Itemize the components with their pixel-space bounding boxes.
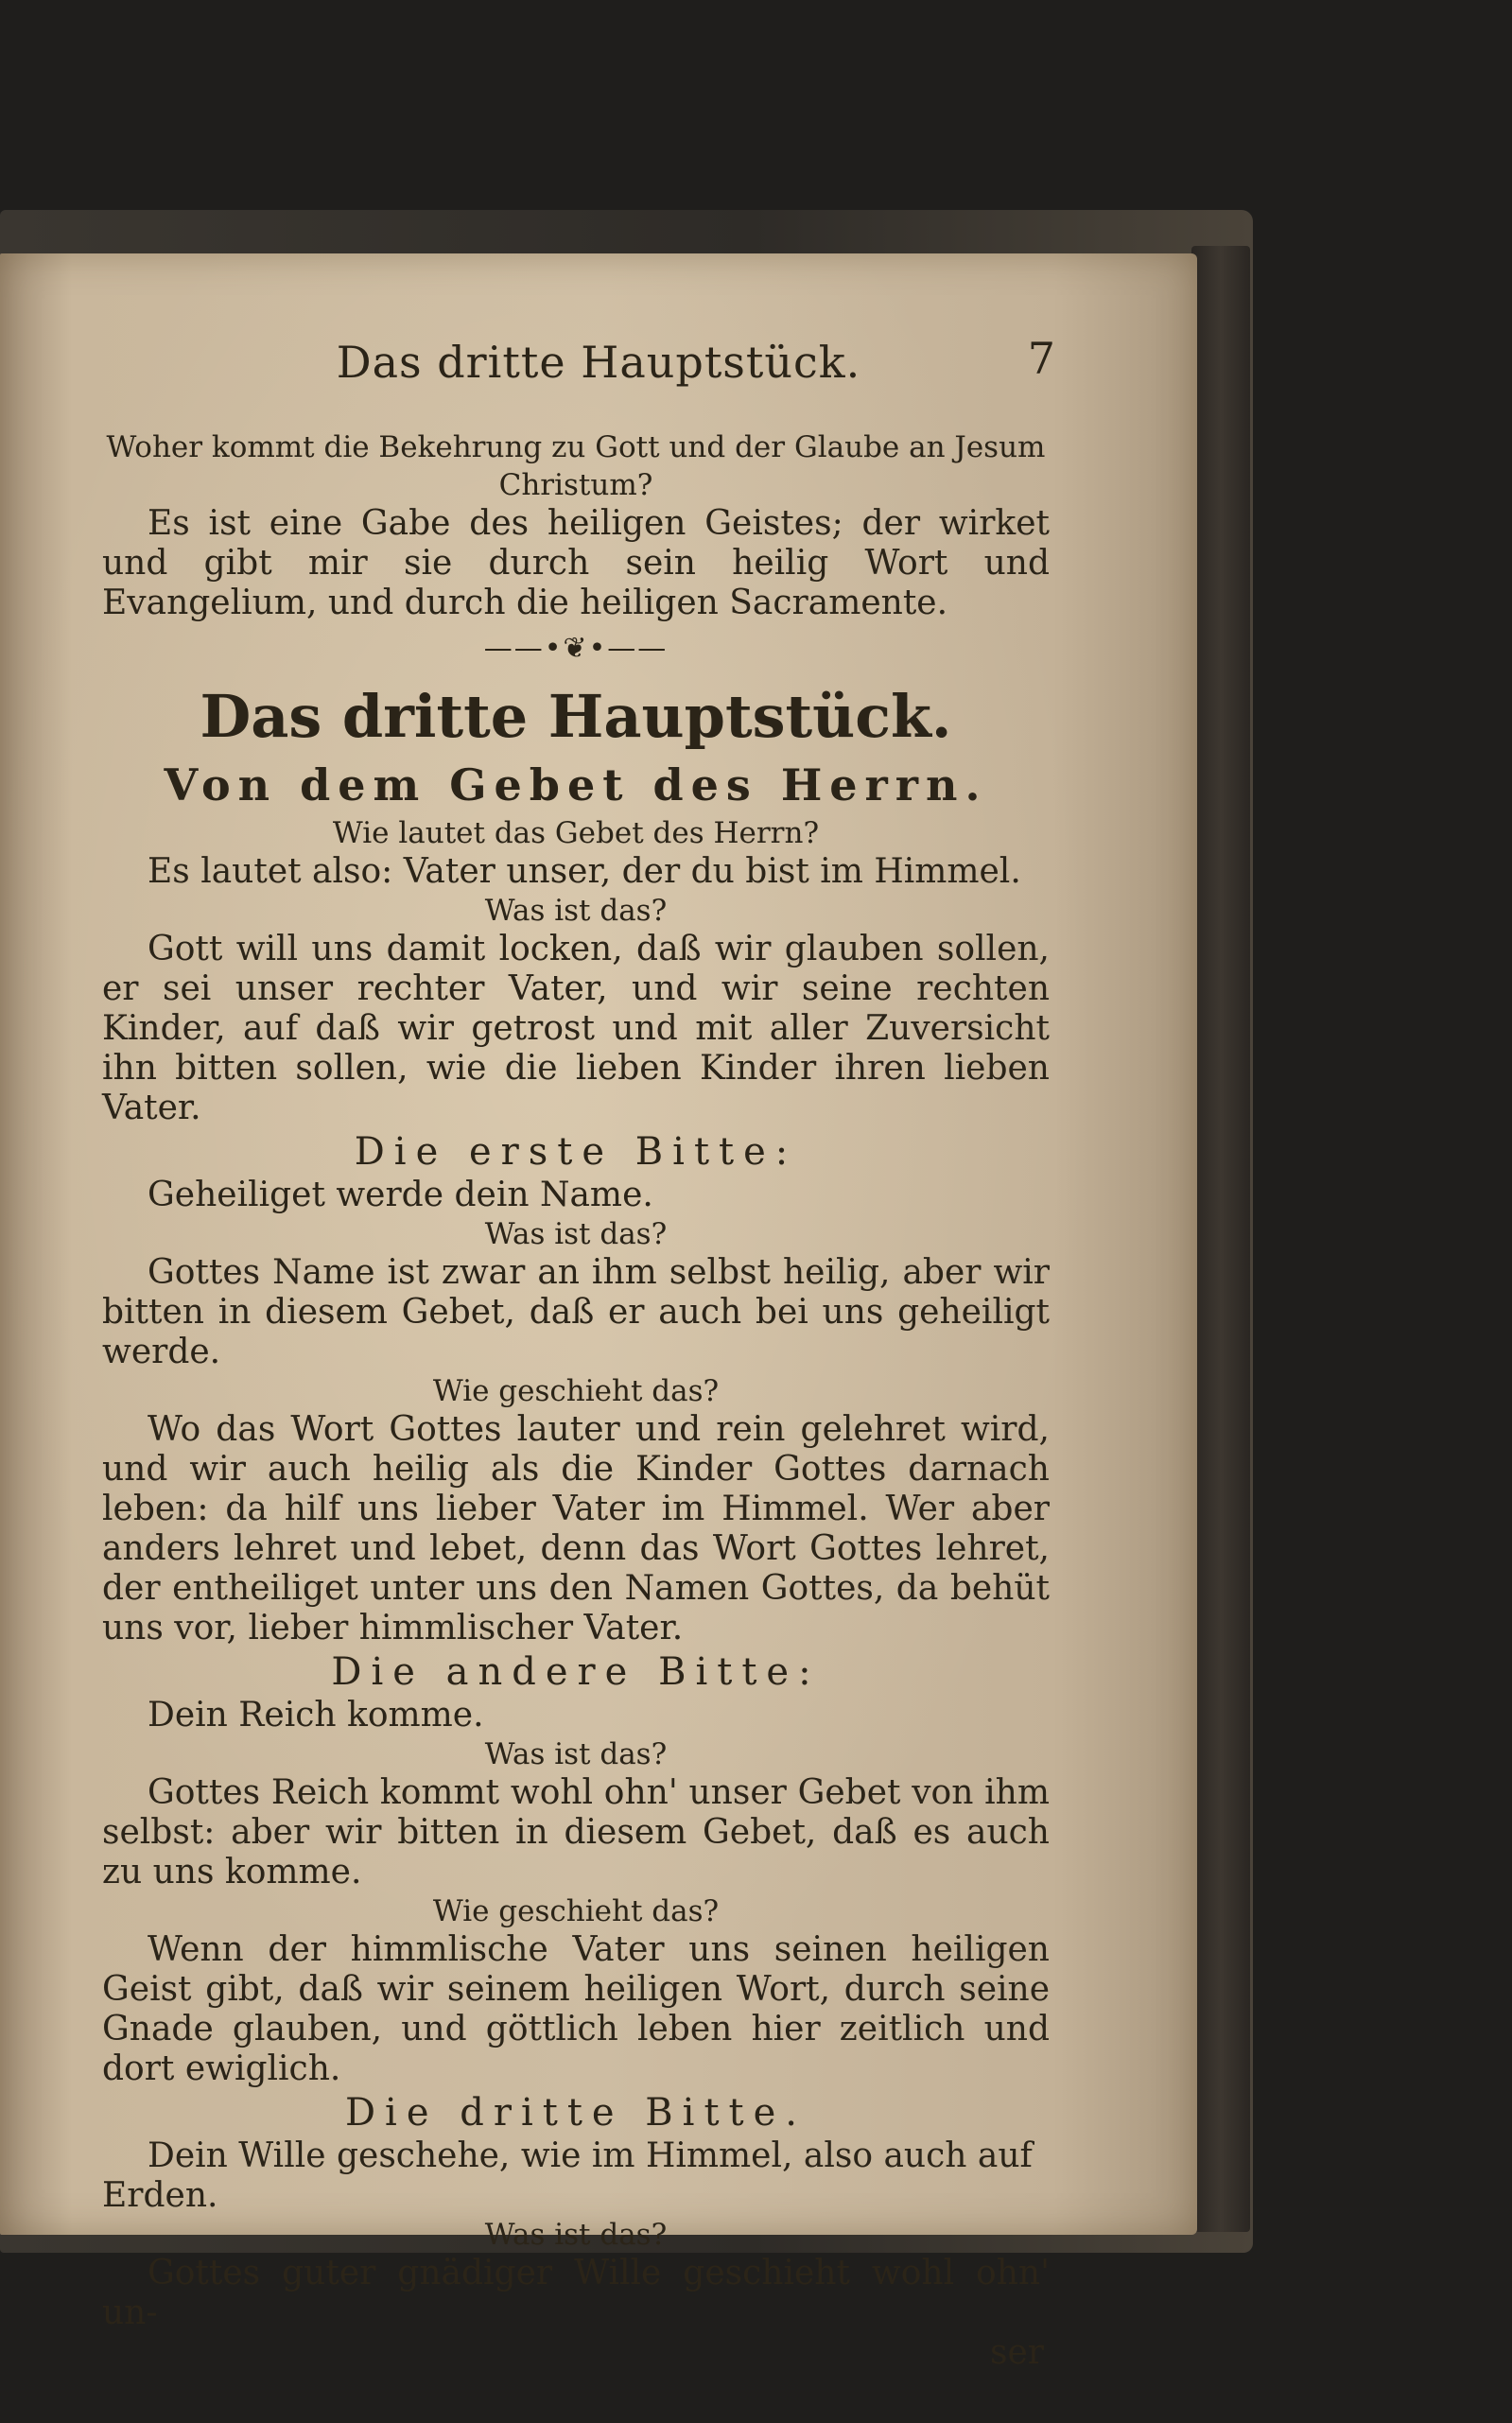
answer: Es lautet also: Vater unser, der du bist im Himmel. [148, 852, 1021, 891]
running-head: Das dritte Hauptstück. [336, 337, 861, 388]
question: Was ist das? [484, 1217, 668, 1251]
catchword: ser [990, 2333, 1044, 2372]
petition-text: Geheiliget werde dein Name. [148, 1176, 653, 1214]
answer: Es ist eine Gabe des heiligen Geistes; der wirket und gibt mir sie durch sein heilig Wort und Evangelium, und durch die heiligen Sacramente. [102, 504, 1050, 622]
answer: Gott will uns damit locken, daß wir glauben sollen, er sei unser rechter Vater, und wir seine rechten Kinder, auf daß wir getrost und mit aller Zuversicht ihn bitten sollen, wie die lieben Kinder ihren lieben Vater. [102, 930, 1050, 1127]
petition-heading: Die erste Bitte: [354, 1130, 798, 1174]
petition-text: Dein Reich komme. [148, 1696, 484, 1734]
book-page [0, 253, 1197, 2372]
book-spine [1191, 246, 1250, 2232]
question: Wie geschieht das? [432, 1894, 720, 1928]
question: Wie lautet das Gebet des Herrn? [332, 816, 820, 850]
petition-text: Dein Wille geschehe, wie im Himmel, also auch auf Erden. [102, 2136, 1033, 2215]
question: Wie geschieht das? [432, 1374, 720, 1408]
question: Was ist das? [484, 2218, 668, 2252]
answer: Wenn der himmlische Vater uns seinen heiligen Geist gibt, daß wir seinem heiligen Wort, durch seine Gnade glauben, und göttlich leben hier zeitlich und dort ewiglich. [102, 1930, 1050, 2088]
question: Was ist das? [484, 894, 668, 928]
page-number: 7 [1027, 333, 1055, 384]
answer: Gottes Name ist zwar an ihm selbst heilig, aber wir bitten in diesem Gebet, daß er auch bei uns geheiligt werde. [102, 1253, 1050, 1371]
chapter-title: Das dritte Hauptstück. [200, 682, 952, 751]
page-text [102, 428, 1050, 2373]
ornament-divider: ——•❦•—— [483, 632, 669, 665]
petition-heading: Die andere Bitte: [331, 1650, 821, 1694]
question: Woher kommt die Bekehrung zu Gott und der Glaube an Jesum Christum? [106, 430, 1046, 502]
question: Was ist das? [484, 1737, 668, 1771]
answer: Gottes Reich kommt wohl ohn' unser Gebet von ihm selbst: aber wir bitten in diesem Gebet, daß es auch zu uns komme. [102, 1773, 1050, 1891]
answer: Wo das Wort Gottes lauter und rein gelehret wird, und wir auch heilig als die Kinder Gottes darnach leben: da hilf uns lieber Vater im Himmel. Wer aber anders lehret und lebet, denn das Wort Gottes lehret, der entheiliget unter uns den Namen Gottes, da behüt uns vor, lieber himmlischer Vater. [102, 1410, 1050, 1647]
petition-heading: Die dritte Bitte. [344, 2091, 808, 2135]
answer: Gottes guter gnädiger Wille geschieht wohl ohn' un- [102, 2254, 1050, 2332]
chapter-subtitle: Von dem Gebet des Herrn. [164, 759, 988, 811]
